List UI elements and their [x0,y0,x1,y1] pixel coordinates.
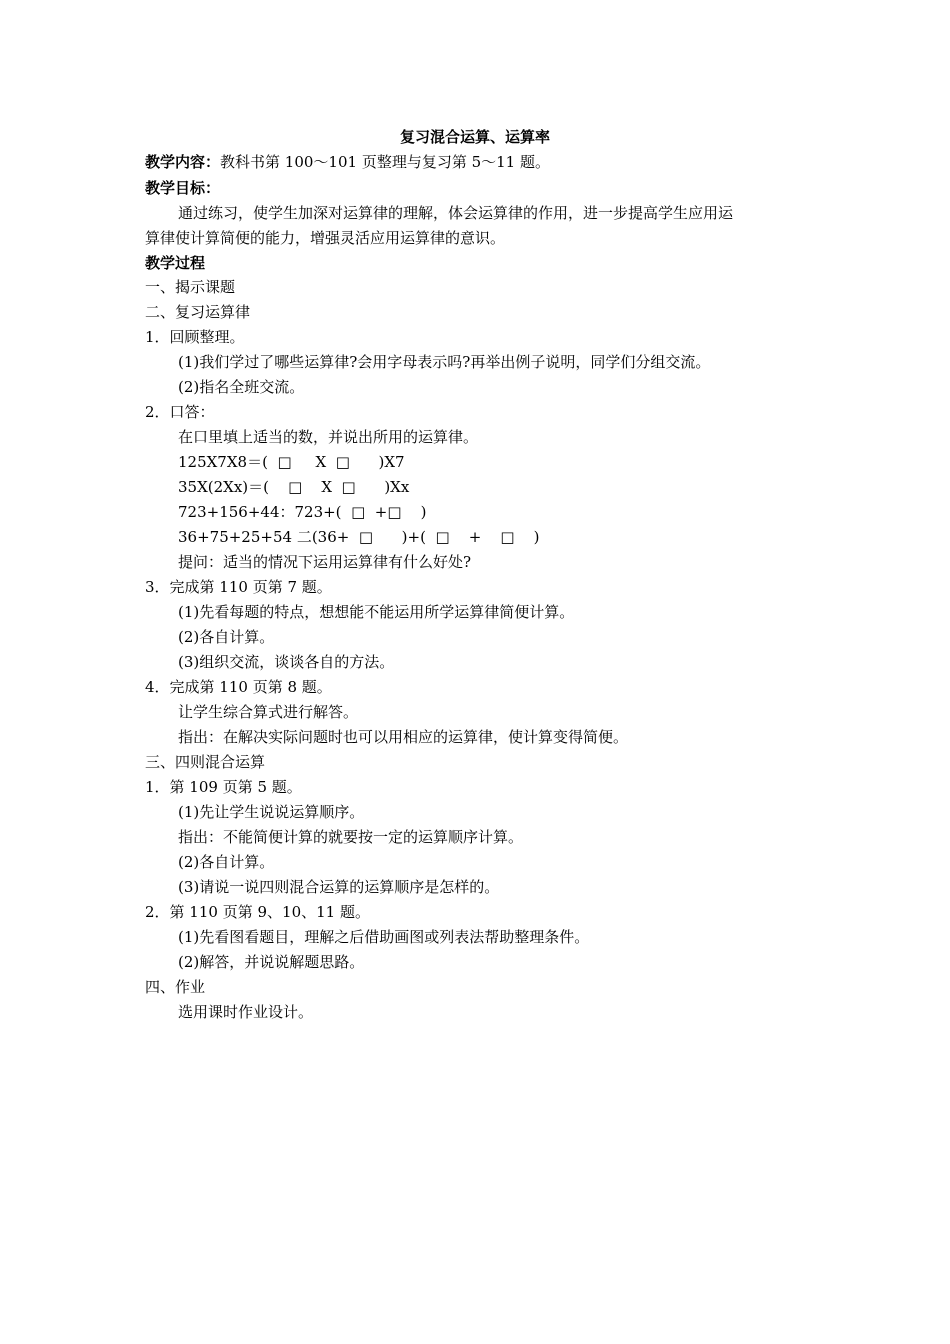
numbered-item: 1．第 109 页第 5 题。 [145,778,302,796]
goal-text-line-2: 算律使计算简便的能力，增强灵活应用运算律的意识。 [145,229,506,247]
sub-item: (1)先看每题的特点，想想能不能运用所学运算律简便计算。 [178,603,575,621]
doc-title: 复习混合运算、运算率 [399,128,550,146]
equation-line: 36+75+25+54 二(36+ □ )+( □ + □ ) [178,528,540,546]
section-heading: 二、复习运算律 [145,303,251,321]
goal-label: 教学目标： [145,179,221,197]
instruction-line: 选用课时作业设计。 [178,1003,314,1021]
sub-item: (3)请说一说四则混合运算的运算顺序是怎样的。 [178,878,500,896]
numbered-item: 4．完成第 110 页第 8 题。 [145,678,332,696]
section-heading: 三、四则混合运算 [145,753,266,771]
numbered-item: 1．回顾整理。 [145,328,245,346]
process-label: 教学过程 [145,254,206,272]
sub-item: (1)先看图看题目，理解之后借助画图或列表法帮助整理条件。 [178,928,590,946]
sub-item: (2)各自计算。 [178,628,275,646]
section-heading: 一、揭示课题 [145,278,236,296]
numbered-item: 2．口答： [145,403,215,421]
note-line: 指出：不能简便计算的就要按一定的运算顺序计算。 [178,828,524,846]
numbered-item: 3．完成第 110 页第 7 题。 [145,578,332,596]
equation-line: 35X(2Xx)＝( □ X □ )Xx [178,478,410,496]
equation-line: 723+156+44：723+( □ +□ ) [178,503,427,521]
content-line [145,152,550,172]
instruction-line: 让学生综合算式进行解答。 [178,703,359,721]
equation-line: 125X7X8＝( □ X □ )X7 [178,453,405,471]
sub-item: (1)我们学过了哪些运算律?会用字母表示吗?再举出例子说明，同学们分组交流。 [178,353,711,371]
goal-text-line-1: 通过练习，使学生加深对运算律的理解，体会运算律的作用，进一步提高学生应用运 [178,204,734,222]
content-text: 教科书第 100～101 页整理与复习第 5～11 题。 [220,153,550,171]
section-heading: 四、作业 [145,978,206,996]
sub-item: (3)组织交流，谈谈各自的方法。 [178,653,395,671]
sub-item: (1)先让学生说说运算顺序。 [178,803,365,821]
note-line: 指出：在解决实际问题时也可以用相应的运算律，使计算变得简便。 [178,728,629,746]
numbered-item: 2．第 110 页第 9、10、11 题。 [145,903,370,921]
instruction-line: 在口里填上适当的数，并说出所用的运算律。 [178,428,479,446]
sub-item: (2)指名全班交流。 [178,378,305,396]
sub-item: (2)各自计算。 [178,853,275,871]
sub-item: (2)解答，并说说解题思路。 [178,953,365,971]
question-line: 提问：适当的情况下运用运算律有什么好处? [178,553,472,571]
content-label: 教学内容： [145,153,221,171]
